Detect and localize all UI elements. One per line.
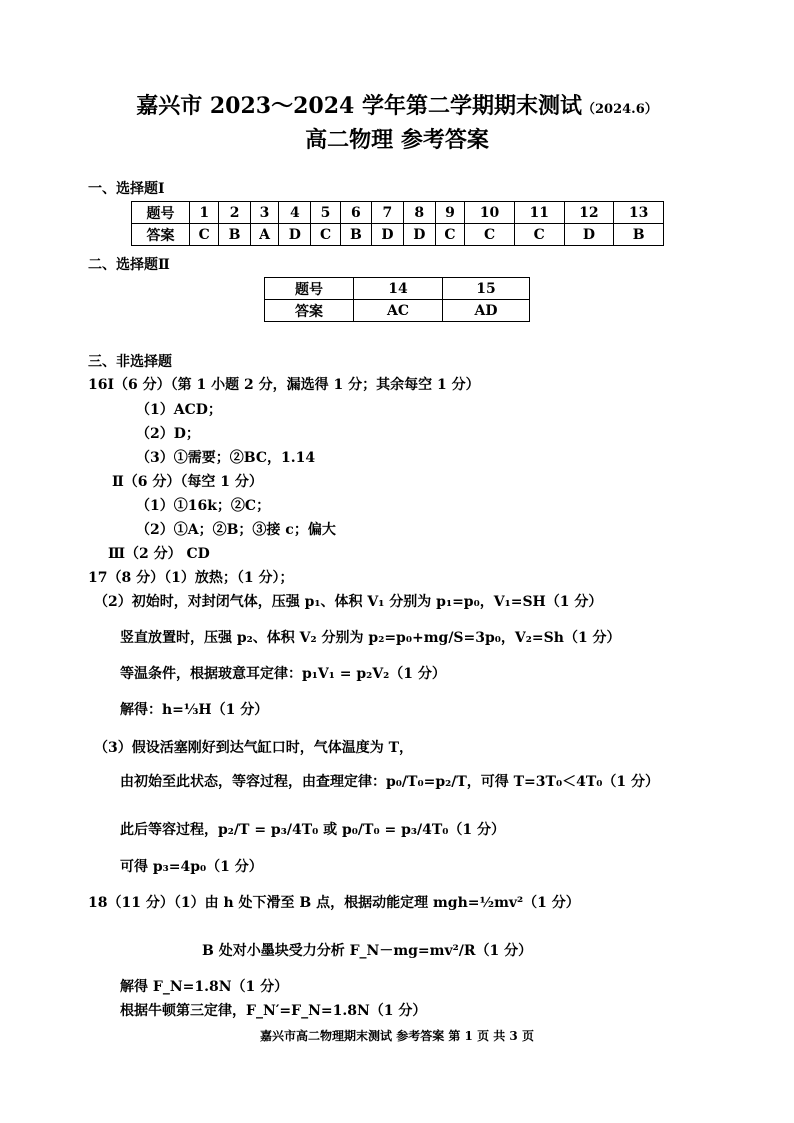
q17-step2-boyle-law: 等温条件，根据玻意耳定律：p₁V₁ = p₂V₂（1 分） <box>120 666 446 682</box>
title-text: 嘉兴市 2023～2024 学年第二学期期末测试 <box>136 93 582 119</box>
table1-number: 2 <box>219 202 250 224</box>
table2-answer: AC <box>354 300 443 322</box>
q16-part2-answer-1: （1）①16k；②C； <box>136 498 271 514</box>
q16-part3-answer: Ⅲ（2 分） CD <box>108 546 210 562</box>
answer-table-2 <box>264 277 530 322</box>
table1-answer: D <box>279 224 311 246</box>
q18-newton-third-law: 根据牛顿第三定律，F_N′=F_N=1.8N（1 分） <box>120 1003 427 1019</box>
table2-number: 15 <box>443 278 530 300</box>
table1-answer: C <box>190 224 219 246</box>
table1-number: 11 <box>514 202 564 224</box>
table1-number: 1 <box>190 202 219 224</box>
table1-number: 9 <box>435 202 464 224</box>
table1-answer: B <box>340 224 371 246</box>
q16-part2-answer-2: （2）①A；②B；③接 c；偏大 <box>136 522 336 538</box>
table1-number: 12 <box>564 202 614 224</box>
table1-answer: D <box>371 224 403 246</box>
table1-number: 5 <box>311 202 340 224</box>
table1-number: 4 <box>279 202 311 224</box>
table1-number: 6 <box>340 202 371 224</box>
table1-answer: C <box>311 224 340 246</box>
q16-part1-answer-3: （3）①需要；②BC，1.14 <box>136 450 316 466</box>
q17-heading: 17（8 分）（1）放热；（1 分）； <box>88 570 294 586</box>
page-footer: 嘉兴市高二物理期末测试 参考答案 第 1 页 共 3 页 <box>260 1029 534 1043</box>
table1-answer-row <box>132 224 664 246</box>
table2-number-row <box>265 278 530 300</box>
table1-answer: A <box>250 224 279 246</box>
q17-step2-initial: （2）初始时，对封闭气体，压强 p₁、体积 V₁ 分别为 p₁=p₀，V₁=SH（1 分） <box>94 594 603 610</box>
table1-answer: C <box>465 224 515 246</box>
table1-number: 8 <box>403 202 435 224</box>
table1-number: 3 <box>250 202 279 224</box>
table2-label: 题号 <box>265 278 354 300</box>
page-subtitle: 高二物理 参考答案 <box>305 127 489 153</box>
title-date: （2024.6） <box>582 102 658 117</box>
q16-part1-answer-2: （2）D； <box>136 426 200 442</box>
table1-answer: B <box>614 224 664 246</box>
table1-label: 答案 <box>132 224 190 246</box>
q17-step3-charles-law: 由初始至此状态，等容过程，由查理定律：p₀/T₀=p₂/T，可得 T=3T₀＜4T₀（1 分） <box>120 774 659 790</box>
table1-number-row <box>132 202 664 224</box>
section2-heading: 二、选择题Ⅱ <box>88 257 170 273</box>
table1-number: 10 <box>465 202 515 224</box>
q18-force-analysis: B 处对小墨块受力分析 F_N－mg=mv²/R（1 分） <box>202 943 533 959</box>
q17-step3-result: 可得 p₃=4p₀（1 分） <box>120 859 263 875</box>
table2-number: 14 <box>354 278 443 300</box>
table2-label: 答案 <box>265 300 354 322</box>
q17-step2-vertical: 竖直放置时，压强 p₂、体积 V₂ 分别为 p₂=p₀+mg/S=3p₀，V₂=Sh（1 分） <box>120 630 621 646</box>
table1-answer: B <box>219 224 250 246</box>
table1-answer: D <box>403 224 435 246</box>
q16-part1-answer-1: （1）ACD； <box>136 402 222 418</box>
q16-part2-heading: Ⅱ（6 分）（每空 1 分） <box>112 474 263 490</box>
table1-answer: C <box>514 224 564 246</box>
table1-number: 7 <box>371 202 403 224</box>
table1-label: 题号 <box>132 202 190 224</box>
q16-part1-heading: 16Ⅰ（6 分）（第 1 小题 2 分，漏选得 1 分；其余每空 1 分） <box>88 377 480 393</box>
q18-heading: 18（11 分）（1）由 h 处下滑至 B 点，根据动能定理 mgh=½mv²（1 分） <box>88 895 580 911</box>
table1-number: 13 <box>614 202 664 224</box>
page-title <box>0 92 794 124</box>
q17-step2-solution: 解得：h=⅓H（1 分） <box>120 702 269 718</box>
table2-answer-row <box>265 300 530 322</box>
table2-answer: AD <box>443 300 530 322</box>
q17-step3-heading: （3）假设活塞刚好到达气缸口时，气体温度为 T， <box>94 740 414 756</box>
answer-table-1 <box>131 201 664 246</box>
section1-heading: 一、选择题Ⅰ <box>88 181 165 197</box>
table1-answer: D <box>564 224 614 246</box>
section3-heading: 三、非选择题 <box>88 354 172 370</box>
table1-answer: C <box>435 224 464 246</box>
q18-solution: 解得 F_N=1.8N（1 分） <box>120 979 289 995</box>
q17-step3-isochoric: 此后等容过程，p₂/T = p₃/4T₀ 或 p₀/T₀ = p₃/4T₀（1 分） <box>120 822 506 838</box>
